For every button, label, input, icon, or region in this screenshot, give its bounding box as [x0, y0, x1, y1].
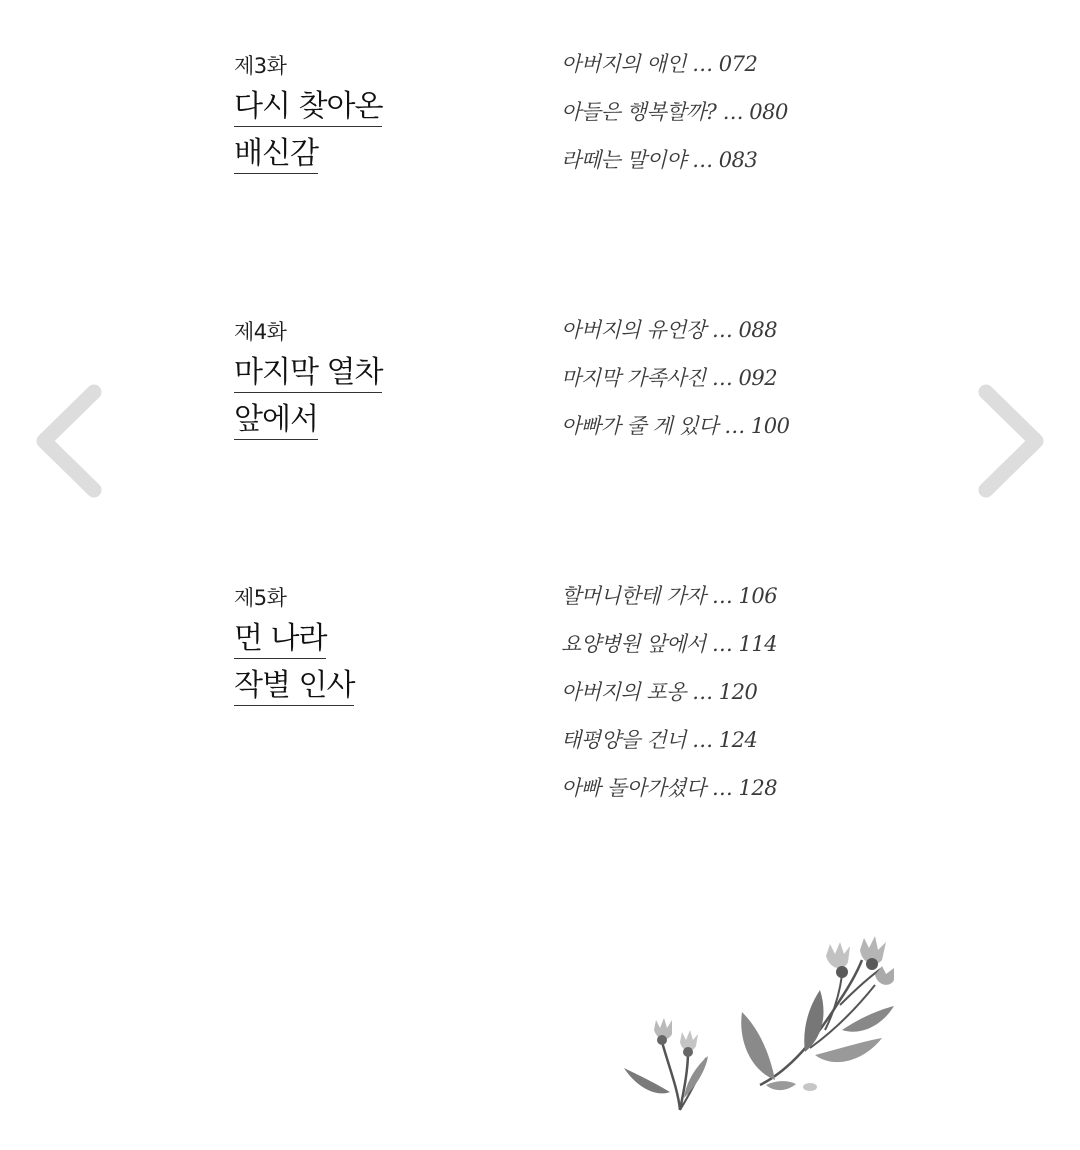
flower-branches-illustration: [610, 930, 930, 1120]
chapter-title-line: 마지막 열차: [234, 356, 382, 393]
entry-list: [561, 582, 777, 822]
entry-list: [561, 316, 789, 460]
toc-entry: 라떼는 말이야 … 083: [561, 148, 758, 172]
toc-entry: 아버지의 포옹 … 120: [561, 680, 758, 704]
toc-entry: 할머니한테 가자 … 106: [561, 584, 778, 608]
prev-page-button[interactable]: [30, 378, 110, 504]
entry-list: [561, 50, 788, 194]
toc-entry: 아빠가 줄 게 있다 … 100: [561, 414, 790, 438]
chevron-left-icon: [30, 378, 110, 504]
chapter-title: [234, 90, 382, 184]
chapter-title: [234, 622, 354, 716]
toc-entry: 아들은 행복할까? … 080: [561, 100, 788, 124]
toc-entry: 마지막 가족사진 … 092: [561, 366, 778, 390]
chapter-label: 제5화: [234, 586, 287, 610]
toc-entry: 태평양을 건너 … 124: [561, 728, 758, 752]
chevron-right-icon: [970, 378, 1050, 504]
chapter-title: [234, 356, 382, 450]
chapter-title-line: 다시 찾아온: [234, 90, 382, 127]
chapter-title-line: 배신감: [234, 137, 318, 174]
chapter-label: 제3화: [234, 54, 287, 78]
toc-entry: 아버지의 애인 … 072: [561, 52, 758, 76]
chapter-label: 제4화: [234, 320, 287, 344]
toc-entry: 아빠 돌아가셨다 … 128: [561, 776, 778, 800]
chapter-title-line: 먼 나라: [234, 622, 326, 659]
toc-entry: 요양병원 앞에서 … 114: [561, 632, 778, 656]
chapter-title-line: 앞에서: [234, 403, 318, 440]
toc-entry: 아버지의 유언장 … 088: [561, 318, 778, 342]
chapter-title-line: 작별 인사: [234, 669, 354, 706]
next-page-button[interactable]: [970, 378, 1050, 504]
